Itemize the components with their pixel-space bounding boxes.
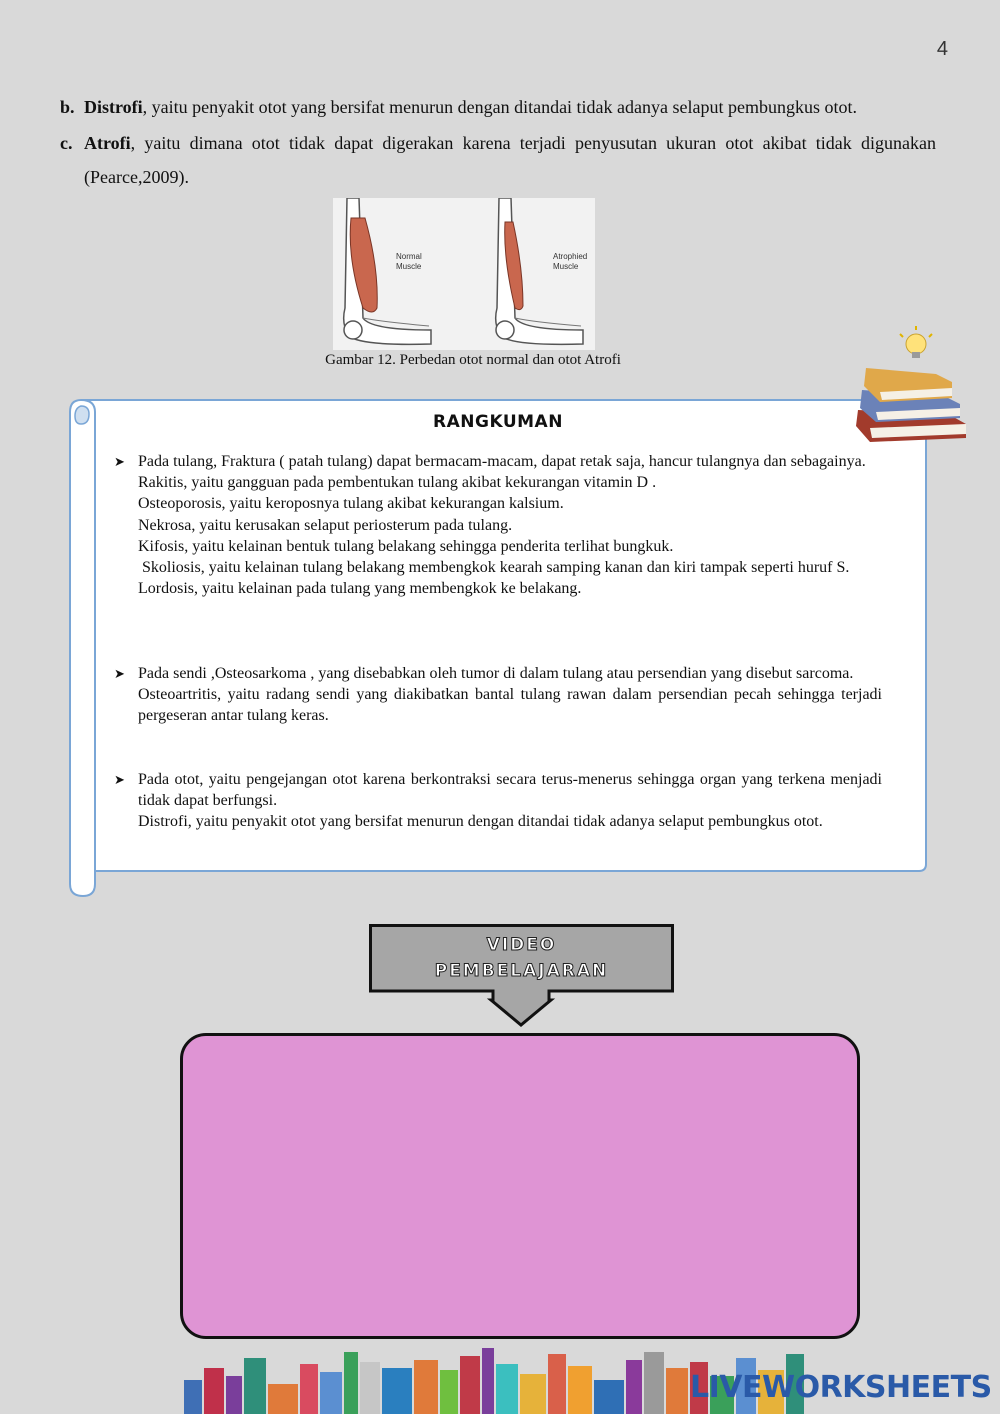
item-term: Atrofi: [84, 133, 131, 153]
video-embed-area[interactable]: [180, 1033, 860, 1339]
figure-caption: Gambar 12. Perbedan otot normal dan otot Atrofi: [325, 352, 621, 368]
bullet-arrow-icon: ➤: [114, 454, 125, 469]
bullet-line: Lordosis, yaitu kelainan pada tulang yang membengkok ke belakang.: [138, 580, 582, 598]
normal-label-line1: Normal: [396, 252, 422, 261]
bullet-line: Skoliosis, yaitu kelainan tulang belakang membengkok kearah samping kanan dan kiri tampak seperti huruf S.: [138, 559, 850, 577]
summary-bullet-bone: [114, 451, 882, 599]
summary-bullet-muscle: [114, 769, 882, 833]
bullet-line: Nekrosa, yaitu kerusakan selaput periosterum pada tulang.: [138, 516, 513, 534]
bullet-line: Pada sendi ,Osteosarkoma , yang disebabkan oleh tumor di dalam tulang atau persendian yang disebut sarcoma.: [138, 665, 854, 682]
books-icon: [848, 322, 972, 450]
page-number: 4: [936, 38, 948, 60]
atrophied-label-line1: Atrophied: [553, 252, 588, 261]
watermark: LIVEWORKSHEETS: [690, 1370, 992, 1405]
bullet-arrow-icon: ➤: [114, 666, 125, 681]
summary-title: RANGKUMAN: [433, 412, 563, 432]
list-item-distrofi: [60, 90, 936, 124]
item-text: , yaitu dimana otot tidak dapat digerakan karena terjadi penyusutan ukuran otot akibat tidak digunakan (Pearce,2009).: [84, 133, 936, 187]
bullet-arrow-icon: ➤: [114, 772, 125, 787]
bullet-line: Osteoporosis, yaitu keroposnya tulang akibat kekurangan kalsium.: [138, 495, 564, 513]
video-callout-label: [369, 932, 674, 984]
bullet-line: Rakitis, yaitu gangguan pada pembentukan tulang akibat kekurangan vitamin D .: [138, 474, 657, 492]
item-label: b.: [60, 97, 75, 117]
atrophied-label-line2: Muscle: [553, 262, 579, 271]
item-label: c.: [60, 133, 73, 153]
list-item-atrofi: [60, 126, 936, 194]
bullet-line: Distrofi, yaitu penyakit otot yang bersifat menurun dengan ditandai tidak adanya selaput pembungkus otot.: [138, 813, 823, 831]
normal-label-line2: Muscle: [396, 262, 422, 271]
bullet-line: Pada tulang, Fraktura ( patah tulang) dapat bermacam-macam, dapat retak saja, hancur tulangnya dan sebagainya.: [138, 453, 866, 470]
bullet-line: Kifosis, yaitu kelainan bentuk tulang belakang sehingga penderita terlihat bungkuk.: [138, 537, 674, 555]
bullet-line: Pada otot, yaitu pengejangan otot karena berkontraksi secara terus-menerus sehingga organ yang terkena menjadi tidak dapat berfungsi.: [138, 771, 882, 810]
summary-bullet-joint: [114, 663, 882, 727]
item-text: , yaitu penyakit otot yang bersifat menurun dengan ditandai tidak adanya selaput pembungkus otot.: [142, 97, 857, 117]
video-label-line1: VIDEO: [486, 935, 557, 955]
bullet-line: Osteoartritis, yaitu radang sendi yang diakibatkan bantal tulang rawan dalam persendian pecah sehingga terjadi pergeseran antar tulang keras.: [138, 686, 882, 725]
muscle-comparison-figure: [333, 198, 595, 350]
item-term: Distrofi: [84, 97, 143, 117]
video-label-line2: PEMBELAJARAN: [434, 961, 609, 981]
